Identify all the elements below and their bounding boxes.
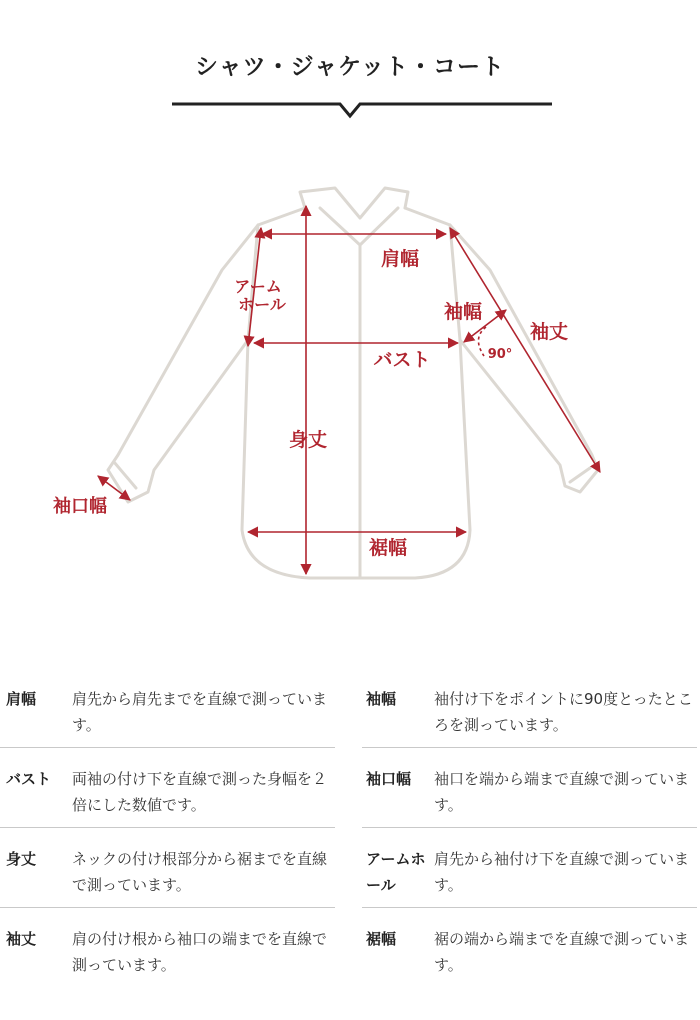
legend-term: 裾幅 [366, 930, 397, 948]
title-underline [172, 94, 552, 120]
legend-desc: 裾の端から端までを直線で測っています。 [434, 930, 690, 974]
legend-term: 身丈 [6, 850, 37, 868]
label-sleeve-length: 袖丈 [529, 321, 569, 343]
legend-desc: 袖付け下をポイントに90度とったところを測っています。 [434, 690, 693, 734]
legend-row-armhole [362, 828, 697, 908]
legend-desc: 肩先から肩先までを直線で測っています。 [72, 690, 328, 734]
legend-row-cuff-width [362, 748, 697, 828]
shirt-outline [108, 188, 598, 578]
label-bust: バスト [373, 349, 431, 371]
label-cuff-width: 袖口幅 [53, 496, 107, 517]
label-angle: 90° [487, 347, 513, 362]
legend-row-hem-width [362, 908, 697, 988]
page-title: シャツ・ジャケット・コート [195, 54, 505, 80]
legend-desc: 袖口を端から端まで直線で測っています。 [434, 770, 690, 814]
legend-term: バスト [6, 770, 52, 788]
legend-term: 肩幅 [6, 690, 37, 708]
label-armhole-line2: ホール [238, 295, 286, 314]
legend-desc: ネックの付け根部分から裾までを直線で測っています。 [72, 850, 328, 894]
label-armhole-line1: アーム [234, 277, 282, 296]
legend-desc: 肩先から袖付け下を直線で測っています。 [434, 850, 690, 894]
shirt-diagram [0, 170, 700, 590]
legend-row-sleeve-width [362, 668, 697, 748]
legend-desc: 両袖の付け下を直線で測った身幅を２倍にした数値です。 [72, 770, 328, 814]
label-sleeve-width: 袖幅 [443, 301, 483, 323]
legend-row-bust [0, 748, 335, 828]
legend-term: 袖丈 [6, 930, 37, 948]
legend-term: 袖口幅 [366, 770, 412, 788]
legend-row-body-length [0, 828, 335, 908]
label-hem-width: 裾幅 [368, 537, 408, 559]
right-angle-arc [478, 327, 486, 356]
legend-desc: 肩の付け根から袖口の端までを直線で測っています。 [72, 930, 328, 974]
label-body-length: 身丈 [288, 429, 328, 451]
legend-row-sleeve-length [0, 908, 335, 988]
sleeve-length-line [450, 228, 600, 472]
legend-term: アームホール [366, 850, 426, 894]
legend-left-column [0, 668, 335, 988]
legend-term: 袖幅 [366, 690, 397, 708]
legend-row-shoulder-width [0, 668, 335, 748]
label-shoulder-width: 肩幅 [380, 248, 420, 270]
legend-right-column [362, 668, 697, 988]
